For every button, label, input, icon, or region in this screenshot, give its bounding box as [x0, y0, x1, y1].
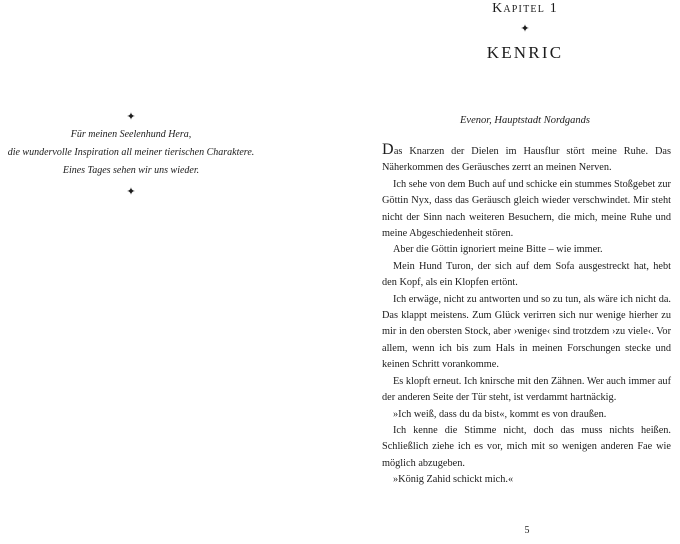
dedication-line-3: Eines Tages sehen wir uns wieder. — [62, 165, 200, 176]
chapter-title: KENRIC — [486, 43, 564, 62]
paragraph: Aber die Göttin ignoriert meine Bitte – wie immer. — [393, 244, 603, 256]
dedication-line-2: die wundervolle Inspiration all meiner tierischen Charaktere. — [7, 147, 255, 158]
paragraph: »Ich weiß, dass du da bist«, kommt es von draußen. — [393, 408, 607, 420]
paragraph: Ich erwäge, nicht zu antworten und so zu tun, als wäre ich nicht da. Das klappt meistens. Zum Glück verirren sich nur wenige hierher zu mir in den obersten Stock, aber ›wenige‹ sind trotzdem ›zu viele‹. Vor allem, wenn ich bis zum Hals in meinen Forschungen stecke und keinen Schritt vorankomme. — [382, 293, 671, 371]
paragraph: Mein Hund Turon, der sich auf dem Sofa ausgestreckt hat, hebt den Kopf, als ein Klopfen ertönt. — [382, 260, 671, 289]
paragraph-text: as Knarzen der Dielen im Hausflur stört meine Ruhe. Das Näherkommen des Geräusches zerrt an meinen Nerven. — [382, 146, 671, 174]
paragraph: Ich kenne die Stimme nicht, doch das muss nichts heißen. Schließlich ziehe ich es vor, mich mit so wenigen anderen Fae wie möglich abzugeben. — [382, 424, 671, 469]
chapter-ornament-star-icon: ✦ — [520, 22, 530, 35]
paragraph: Es klopft erneut. Ich knirsche mit den Zähnen. Wer auch immer auf der anderen Seite der Tür steht, ist verdammt hartnäckig. — [382, 375, 671, 404]
dedication-line-1: Für meinen Seelenhund Hera, — [70, 129, 192, 140]
page-number: 5 — [524, 525, 530, 536]
location-heading: Evenor, Hauptstadt Nordgands — [460, 115, 590, 126]
paragraph — [382, 141, 671, 177]
drop-cap: D — [382, 141, 394, 158]
chapter-body — [382, 141, 671, 489]
ornament-star-icon: ✦ — [126, 186, 136, 198]
right-page — [340, 0, 680, 544]
dedication — [0, 108, 262, 201]
paragraph: »König Zahid schickt mich.« — [393, 474, 514, 486]
chapter-label: Kapitel 1 — [492, 1, 558, 16]
ornament-star-icon: ✦ — [126, 111, 136, 123]
paragraph: Ich sehe von dem Buch auf und schicke ein stummes Stoßgebet zur Göttin Nyx, dass das Geräusch gleich wieder verschwindet. Mir steht nicht der Sinn nach weiteren Besuchern, die mich, meine Ruhe und meine Abgeschiedenheit stören. — [382, 178, 671, 240]
